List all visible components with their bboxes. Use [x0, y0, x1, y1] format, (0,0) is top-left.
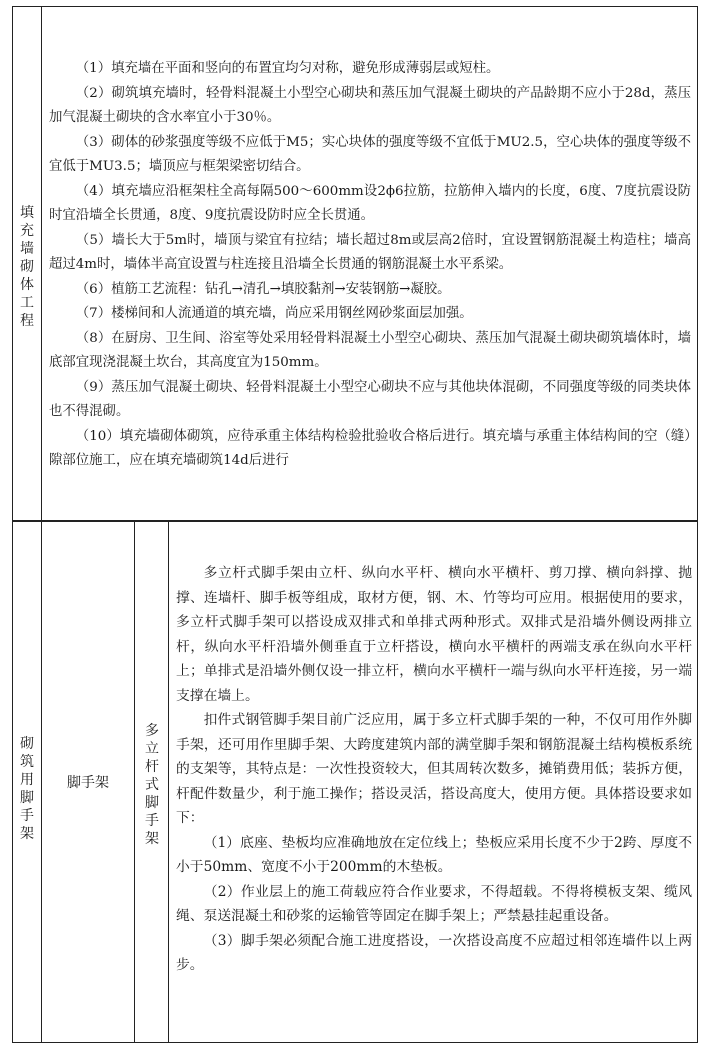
column-divider-3 — [168, 521, 169, 1043]
paragraph: （9）蒸压加气混凝土砌块、轻骨料混凝土小型空心砌块不应与其他块体混砌，不同强度等级的同类块体也不得混砌。 — [49, 379, 691, 419]
paragraph: （3）砌体的砂浆强度等级不应低于M5；实心块体的强度等级不宜低于MU2.5，空心块体的强度等级不宜低于MU3.5；墙顶应与框架梁密切结合。 — [49, 134, 691, 174]
row-divider — [12, 520, 698, 522]
paragraph: （2）砌筑填充墙时，轻骨料混凝土小型空心砌块和蒸压加气混凝土砌块的产品龄期不应小于28d，蒸压加气混凝土砌块的含水率宜小于30％。 — [49, 85, 691, 125]
paragraph: 多立杆式脚手架由立杆、纵向水平杆、横向水平横杆、剪刀撑、横向斜撑、抛撑、连墙杆、脚手板等组成，取材方便，钢、木、竹等均可应用。根据使用的要求，多立杆式脚手架可以搭设成双排式和单排式两种形式。双排式是沿墙外侧设两排立杆，纵向水平杆沿墙外侧垂直于立杆搭设，横向水平横杆的两端支承在纵向水平杆上；单排式是沿墙外侧仅设一排立杆，横向水平横杆一端与纵向水平杆连接，另一端支撑在墙上。 — [176, 565, 692, 704]
paragraph: （2）作业层上的施工荷载应符合作业要求，不得超载。不得将模板支架、缆风绳、泵送混凝土和砂浆的运输管等固定在脚手架上；严禁悬挂起重设备。 — [176, 883, 692, 924]
paragraph: （5）墙长大于5m时，墙顶与梁宜有拉结；墙长超过8m或层高2倍时，宜设置钢筋混凝土构造柱；墙高超过4m时，墙体半高宜设置与柱连接且沿墙全长贯通的钢筋混凝土水平系梁。 — [49, 232, 691, 272]
paragraph: （7）楼梯间和人流通道的填充墙，尚应采用钢丝网砂浆面层加强。 — [75, 306, 473, 321]
column-divider-2 — [134, 521, 135, 1043]
section-label-infill-wall: 填充墙砌体工程 — [20, 205, 34, 329]
section-label-scaffold: 砌筑用脚手架 — [20, 736, 34, 842]
paragraph: 扣件式钢管脚手架目前广泛应用，属于多立杆式脚手架的一种，不仅可用作外脚手架，还可用作里脚手架、大跨度建筑内部的满堂脚手架和钢筋混凝土结构模板系统的支架等，其特点是：一次性投资较大，但其周转次数多，摊销费用低；装拆方便，杆配件数量少，利于施工操作；搭设灵活，搭设高度大，使用方便。具体搭设要求如下： — [176, 712, 692, 826]
paragraph: （6）植筋工艺流程：钻孔→清孔→填胶黏剂→安装钢筋→凝胶。 — [75, 281, 451, 297]
section-infill-wall-text — [49, 57, 691, 474]
paragraph: （3）脚手架必须配合施工进度搭设，一次搭设高度不应超过相邻连墙件以上两步。 — [176, 932, 692, 973]
paragraph: （1）填充墙在平面和竖向的布置宜均匀对称，避免形成薄弱层或短柱。 — [75, 61, 500, 76]
paragraph: （8）在厨房、卫生间、浴室等处采用轻骨料混凝土小型空心砌块、蒸压加气混凝土砌块砌筑墙体时，墙底部宜现浇混凝土坎台，其高度宜为150mm。 — [49, 330, 691, 370]
section-scaffold-text — [176, 561, 692, 978]
sub-label-scaffold: 脚手架 — [67, 775, 109, 791]
paragraph: （10）填充墙砌体砌筑，应待承重主体结构检验批验收合格后进行。填充墙与承重主体结构间的空（缝）隙部位施工，应在填充墙砌筑14d后进行 — [49, 428, 691, 468]
type-label-multi-pole: 多立杆式脚手架 — [145, 723, 159, 847]
paragraph: （4）填充墙应沿框架柱全高每隔500～600mm设2ϕ6拉筋，拉筋伸入墙内的长度，6度、7度抗震设防时宜沿墙全长贯通，8度、9度抗震设防时应全长贯通。 — [49, 183, 691, 223]
paragraph: （1）底座、垫板均应准确地放在定位线上；垫板应采用长度不少于2跨、厚度不小于50mm、宽度不小于200mm的木垫板。 — [176, 834, 692, 875]
column-divider-1 — [41, 6, 42, 1043]
